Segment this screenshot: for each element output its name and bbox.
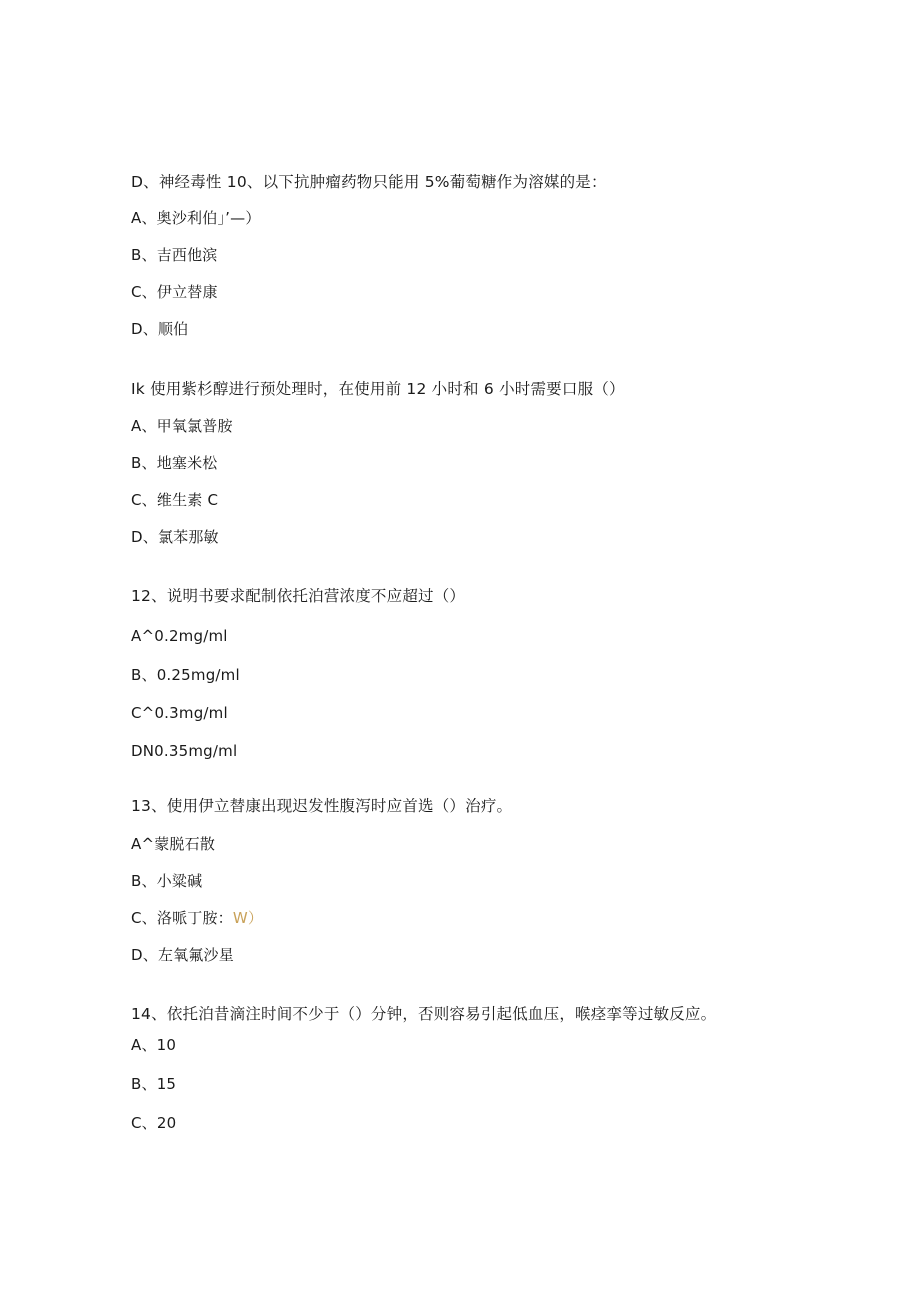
option-b: B、0.25mg∕ml <box>131 666 240 684</box>
option-a: A、奥沙利伯」’—） <box>131 209 261 227</box>
option-b: B、小粱碱 <box>131 872 203 890</box>
question-14: 14、依托泊昔滴注时间不少于（）分钟，否则容易引起低血压，喉痉挛等过敏反应。 <box>131 1005 717 1023</box>
handwritten-annotation: W） <box>232 909 264 927</box>
option-b: B、地塞米松 <box>131 454 218 472</box>
option-b: B、15 <box>131 1075 177 1093</box>
option-c: C、20 <box>131 1114 177 1132</box>
option-c-text: C、洛哌丁胺： <box>131 909 233 927</box>
option-d: DN0.35mg∕ml <box>131 742 238 760</box>
option-a: A、甲氧氯普胺 <box>131 417 233 435</box>
option-c: C、维生素 C <box>131 491 219 509</box>
option-b: B、吉西他滨 <box>131 246 218 264</box>
option-a: A^蒙脱石散 <box>131 835 216 853</box>
option-c: C^0.3mg∕ml <box>131 704 228 722</box>
option-d: D、左氧氟沙星 <box>131 946 234 964</box>
option-d: D、氯苯那敏 <box>131 528 219 546</box>
option-a: A、10 <box>131 1036 177 1054</box>
option-c <box>131 908 263 928</box>
option-a: A^0.2mg∕ml <box>131 627 228 645</box>
option-d: D、顺伯 <box>131 320 189 338</box>
question-13: 13、使用伊立替康出现迟发性腹泻时应首选（）治疗。 <box>131 797 513 815</box>
question-12: 12、说明书要求配制依托泊营浓度不应超过（） <box>131 587 466 605</box>
question-10: D、神经毒性 10、以下抗肿瘤药物只能用 5%葡萄糖作为溶媒的是： <box>131 173 607 191</box>
question-11: Ik 使用紫杉醇进行预处理时，在使用前 12 小时和 6 小时需要口服（） <box>131 380 625 398</box>
option-c: C、伊立替康 <box>131 283 218 301</box>
